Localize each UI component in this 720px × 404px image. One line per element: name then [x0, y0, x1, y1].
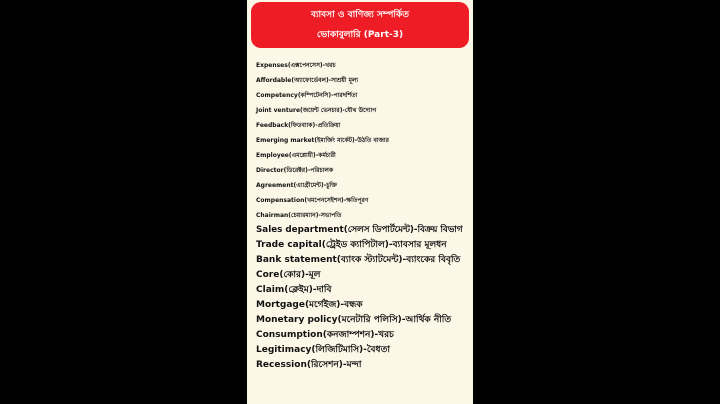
vocabulary-item: Core(কোর)-মূল: [256, 270, 321, 280]
vocabulary-card: [247, 0, 473, 404]
vocabulary-item: Legitimacy(লিজিটিমাসি)-বৈধতা: [256, 345, 390, 355]
vocabulary-item: Feedback(ফিডব্যাক)-প্রতিক্রিয়া: [256, 122, 341, 129]
vocabulary-item: Sales department(সেলস ডিপার্টমেন্ট)-বিক্রয় বিভাগ: [256, 225, 463, 235]
vocabulary-item: Director(ডিরেক্টর)-পরিচালক: [256, 167, 334, 174]
vocabulary-item: Agreement(এ্যাগ্রীমেন্ট)-চুক্তি: [256, 182, 337, 189]
vocabulary-item: Consumption(কনজাম্পশন)-খরচ: [256, 330, 394, 340]
vocabulary-item: Affordable(অ্যাফোর্ডেবল)-সাশ্রয়ী মূল্য: [256, 77, 359, 84]
title-line-1: ব্যাবসা ও বাণিজ্য সম্পর্কিত: [310, 10, 410, 20]
vocabulary-item: Compensation(খমপেনসেইশন)-ক্ষতিপূরণ: [256, 197, 369, 204]
vocabulary-list: [256, 58, 463, 373]
vocabulary-item: Emerging market(ইমার্জিং মার্কেট)-উঠতি বাজার: [256, 137, 389, 144]
vocabulary-item: Trade capital(ট্রেইড ক্যাপিটাল)-ব্যাবসার মূলধন: [256, 240, 447, 250]
title-banner: [251, 2, 469, 48]
vocabulary-item: Expenses(এক্সপেনসেস)-খরচ: [256, 62, 336, 69]
vocabulary-item: Claim(ক্লেইম)-দাবি: [256, 285, 332, 295]
vocabulary-item: Mortgage(মর্গেইজ)-বন্ধক: [256, 300, 363, 310]
vocabulary-item: Employee(এমপ্লোয়ী)-কর্মচারী: [256, 152, 336, 159]
vocabulary-item: Recession(রিসেশন)-মন্দা: [256, 360, 362, 370]
vocabulary-item: Competency(কম্পিটেনসি)-পারদর্শিতা: [256, 92, 358, 99]
vocabulary-item: Bank statement(ব্যাংক স্ট্যাটমেন্ট)-ব্যাংকের বিবৃতি: [256, 255, 461, 265]
vocabulary-item: Chairman(চেয়ারম্যান)-সভাপতি: [256, 212, 342, 219]
vocabulary-item: Joint venture(জয়েন্ট ভেনচার)-যৌথ উদ্যোগ: [256, 107, 377, 114]
vocabulary-item: Monetary policy(মনেটারি পলিসি)-আর্থিক নীতি: [256, 315, 452, 325]
title-line-2: ভোকাবুলারি (Part-3): [316, 30, 404, 40]
